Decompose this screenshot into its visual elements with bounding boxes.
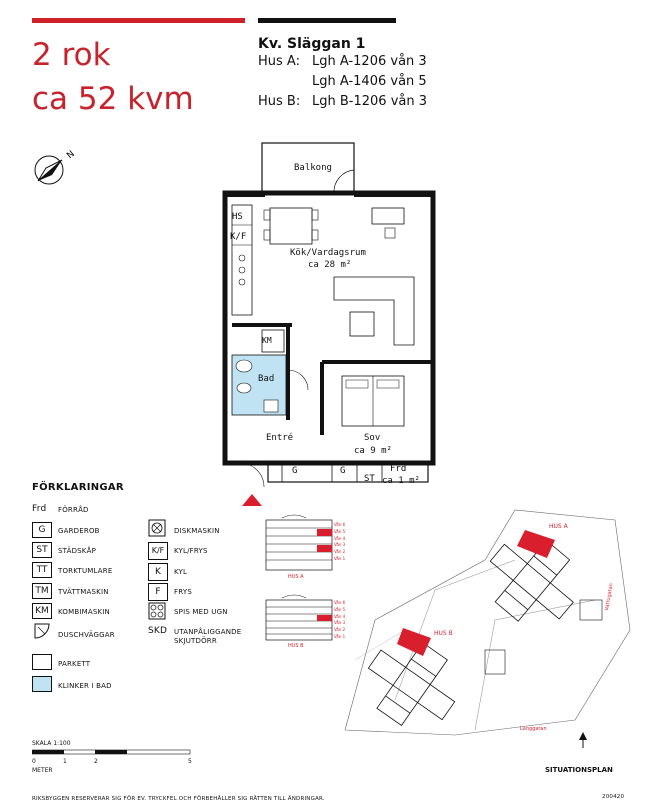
floor-b-3: Vån 3 — [334, 620, 346, 626]
legend-skd-text: UTANPÅLIGGANDE SKJUTDÖRR — [174, 628, 242, 645]
project-accent-bar — [258, 18, 396, 23]
dishwasher-icon — [148, 519, 166, 537]
legend-kf-code: K/F — [148, 542, 168, 560]
stadskap-label: ST — [364, 474, 375, 484]
legend-tile-text: KLINKER I BAD — [58, 682, 112, 690]
scale-tick-2: 2 — [94, 758, 98, 765]
living-area-label: ca 28 m² — [308, 260, 352, 270]
legend-st-code: ST — [32, 542, 52, 558]
floor-plan — [222, 140, 438, 500]
house-label-a: Hus A: — [258, 54, 300, 69]
floor-a-5: Vån 5 — [334, 528, 346, 534]
hs-label: HS — [232, 212, 243, 222]
legend-km-text: KOMBIMASKIN — [58, 608, 110, 616]
shower-wall-icon — [32, 621, 52, 641]
entrance-marker-icon — [240, 492, 264, 508]
floor-b-4: Vån 4 — [334, 613, 346, 619]
apartment-a2: Lgh A-1406 vån 5 — [312, 74, 427, 89]
floor-a-4: Vån 4 — [334, 535, 346, 541]
legend-g-text: GARDEROB — [58, 527, 100, 535]
house-label-b: Hus B: — [258, 94, 301, 109]
elevation-b-label: HUS B — [288, 643, 304, 649]
legend-tm-code: TM — [32, 583, 52, 599]
street-vattugatan: Vattugatan — [604, 582, 615, 612]
legend-k-code: K — [148, 563, 168, 581]
legend-k-text: KYL — [174, 568, 188, 576]
legend-tt-text: TORKTUMLARE — [58, 567, 113, 575]
balcony-label: Balkong — [294, 163, 332, 173]
site-hus-b-label: HUS B — [434, 630, 453, 637]
parquet-swatch — [32, 654, 52, 670]
floor-a-6: Vån 6 — [334, 522, 346, 527]
km-label: KM — [262, 336, 272, 345]
document-code: 200420 — [602, 794, 625, 800]
legend-frd-text: FÖRRÅD — [58, 506, 89, 514]
legend-frd-code: Frd — [32, 504, 47, 514]
scale-label: SKALA 1:100 — [32, 740, 71, 747]
rooms-title: 2 rok — [32, 37, 111, 73]
apartment-b1: Lgh B-1206 vån 3 — [312, 94, 427, 109]
floor-b-2: Vån 2 — [334, 627, 346, 633]
floor-b-1: Vån 1 — [334, 633, 346, 639]
project-name: Kv. Släggan 1 — [258, 36, 366, 52]
storage-area-label: ca 1 m² — [382, 476, 420, 486]
legend-stove-text: SPIS MED UGN — [174, 608, 228, 616]
legend-f-text: FRYS — [174, 588, 192, 596]
scale-tick-5: 5 — [188, 758, 192, 765]
site-plan — [335, 500, 635, 750]
entry-label: Entré — [266, 433, 294, 443]
legend-kf-text: KYL/FRYS — [174, 547, 208, 555]
legend-km-code: KM — [32, 603, 52, 619]
legend-st-text: STÄDSKÅP — [58, 547, 96, 555]
title-accent-bar — [32, 18, 245, 23]
disclaimer: RIKSBYGGEN RESERVERAR SIG FÖR EV. TRYCKFEL OCH FÖRBEHÅLLER SIG RÄTTEN TILL ÄNDRINGAR. — [32, 796, 325, 802]
north-arrow-icon — [32, 148, 82, 188]
area-title: ca 52 kvm — [32, 81, 194, 117]
svg-text:N: N — [65, 149, 77, 162]
legend-tm-text: TVÄTTMASKIN — [58, 588, 109, 596]
bedroom-area-label: ca 9 m² — [354, 446, 392, 456]
legend-dishwasher-text: DISKMASKIN — [174, 527, 220, 535]
floor-b-5: Vån 5 — [334, 606, 346, 612]
legend-shower-text: DUSCHVÄGGAR — [58, 631, 115, 639]
stove-icon — [148, 602, 166, 620]
scale-tick-0: 0 — [32, 758, 36, 765]
scale-tick-1: 1 — [63, 758, 67, 765]
legend-f-code: F — [148, 583, 168, 601]
floor-a-2: Vån 2 — [334, 549, 346, 555]
legend-g-code: G — [32, 522, 52, 538]
site-hus-a-label: HUS A — [549, 523, 568, 530]
legend-parquet-text: PARKETT — [58, 660, 91, 668]
scale-bar — [32, 749, 194, 757]
scale-unit: METER — [32, 767, 53, 774]
storage-label: Frd — [390, 464, 407, 474]
tile-swatch — [32, 676, 52, 692]
floor-a-3: Vån 3 — [334, 542, 346, 548]
street-langgatan: Länggatan — [520, 726, 547, 732]
elevation-a-label: HUS A — [288, 574, 304, 580]
bedroom-label: Sov — [364, 433, 381, 443]
legend-tt-code: TT — [32, 562, 52, 578]
floor-b-6: Vån 6 — [334, 600, 346, 605]
garderob-label-2: G — [340, 466, 346, 476]
kf-label: K/F — [230, 232, 247, 242]
legend-skd-code: SKD — [148, 626, 168, 636]
apartment-a1: Lgh A-1206 vån 3 — [312, 54, 427, 69]
floor-a-1: Vån 1 — [334, 555, 346, 561]
bath-label: Bad — [258, 374, 275, 384]
living-label: Kök/Vardagsrum — [290, 248, 366, 258]
legend-title: FÖRKLARINGAR — [32, 482, 124, 493]
site-plan-title: SITUATIONSPLAN — [545, 766, 613, 774]
garderob-label-1: G — [292, 466, 298, 476]
